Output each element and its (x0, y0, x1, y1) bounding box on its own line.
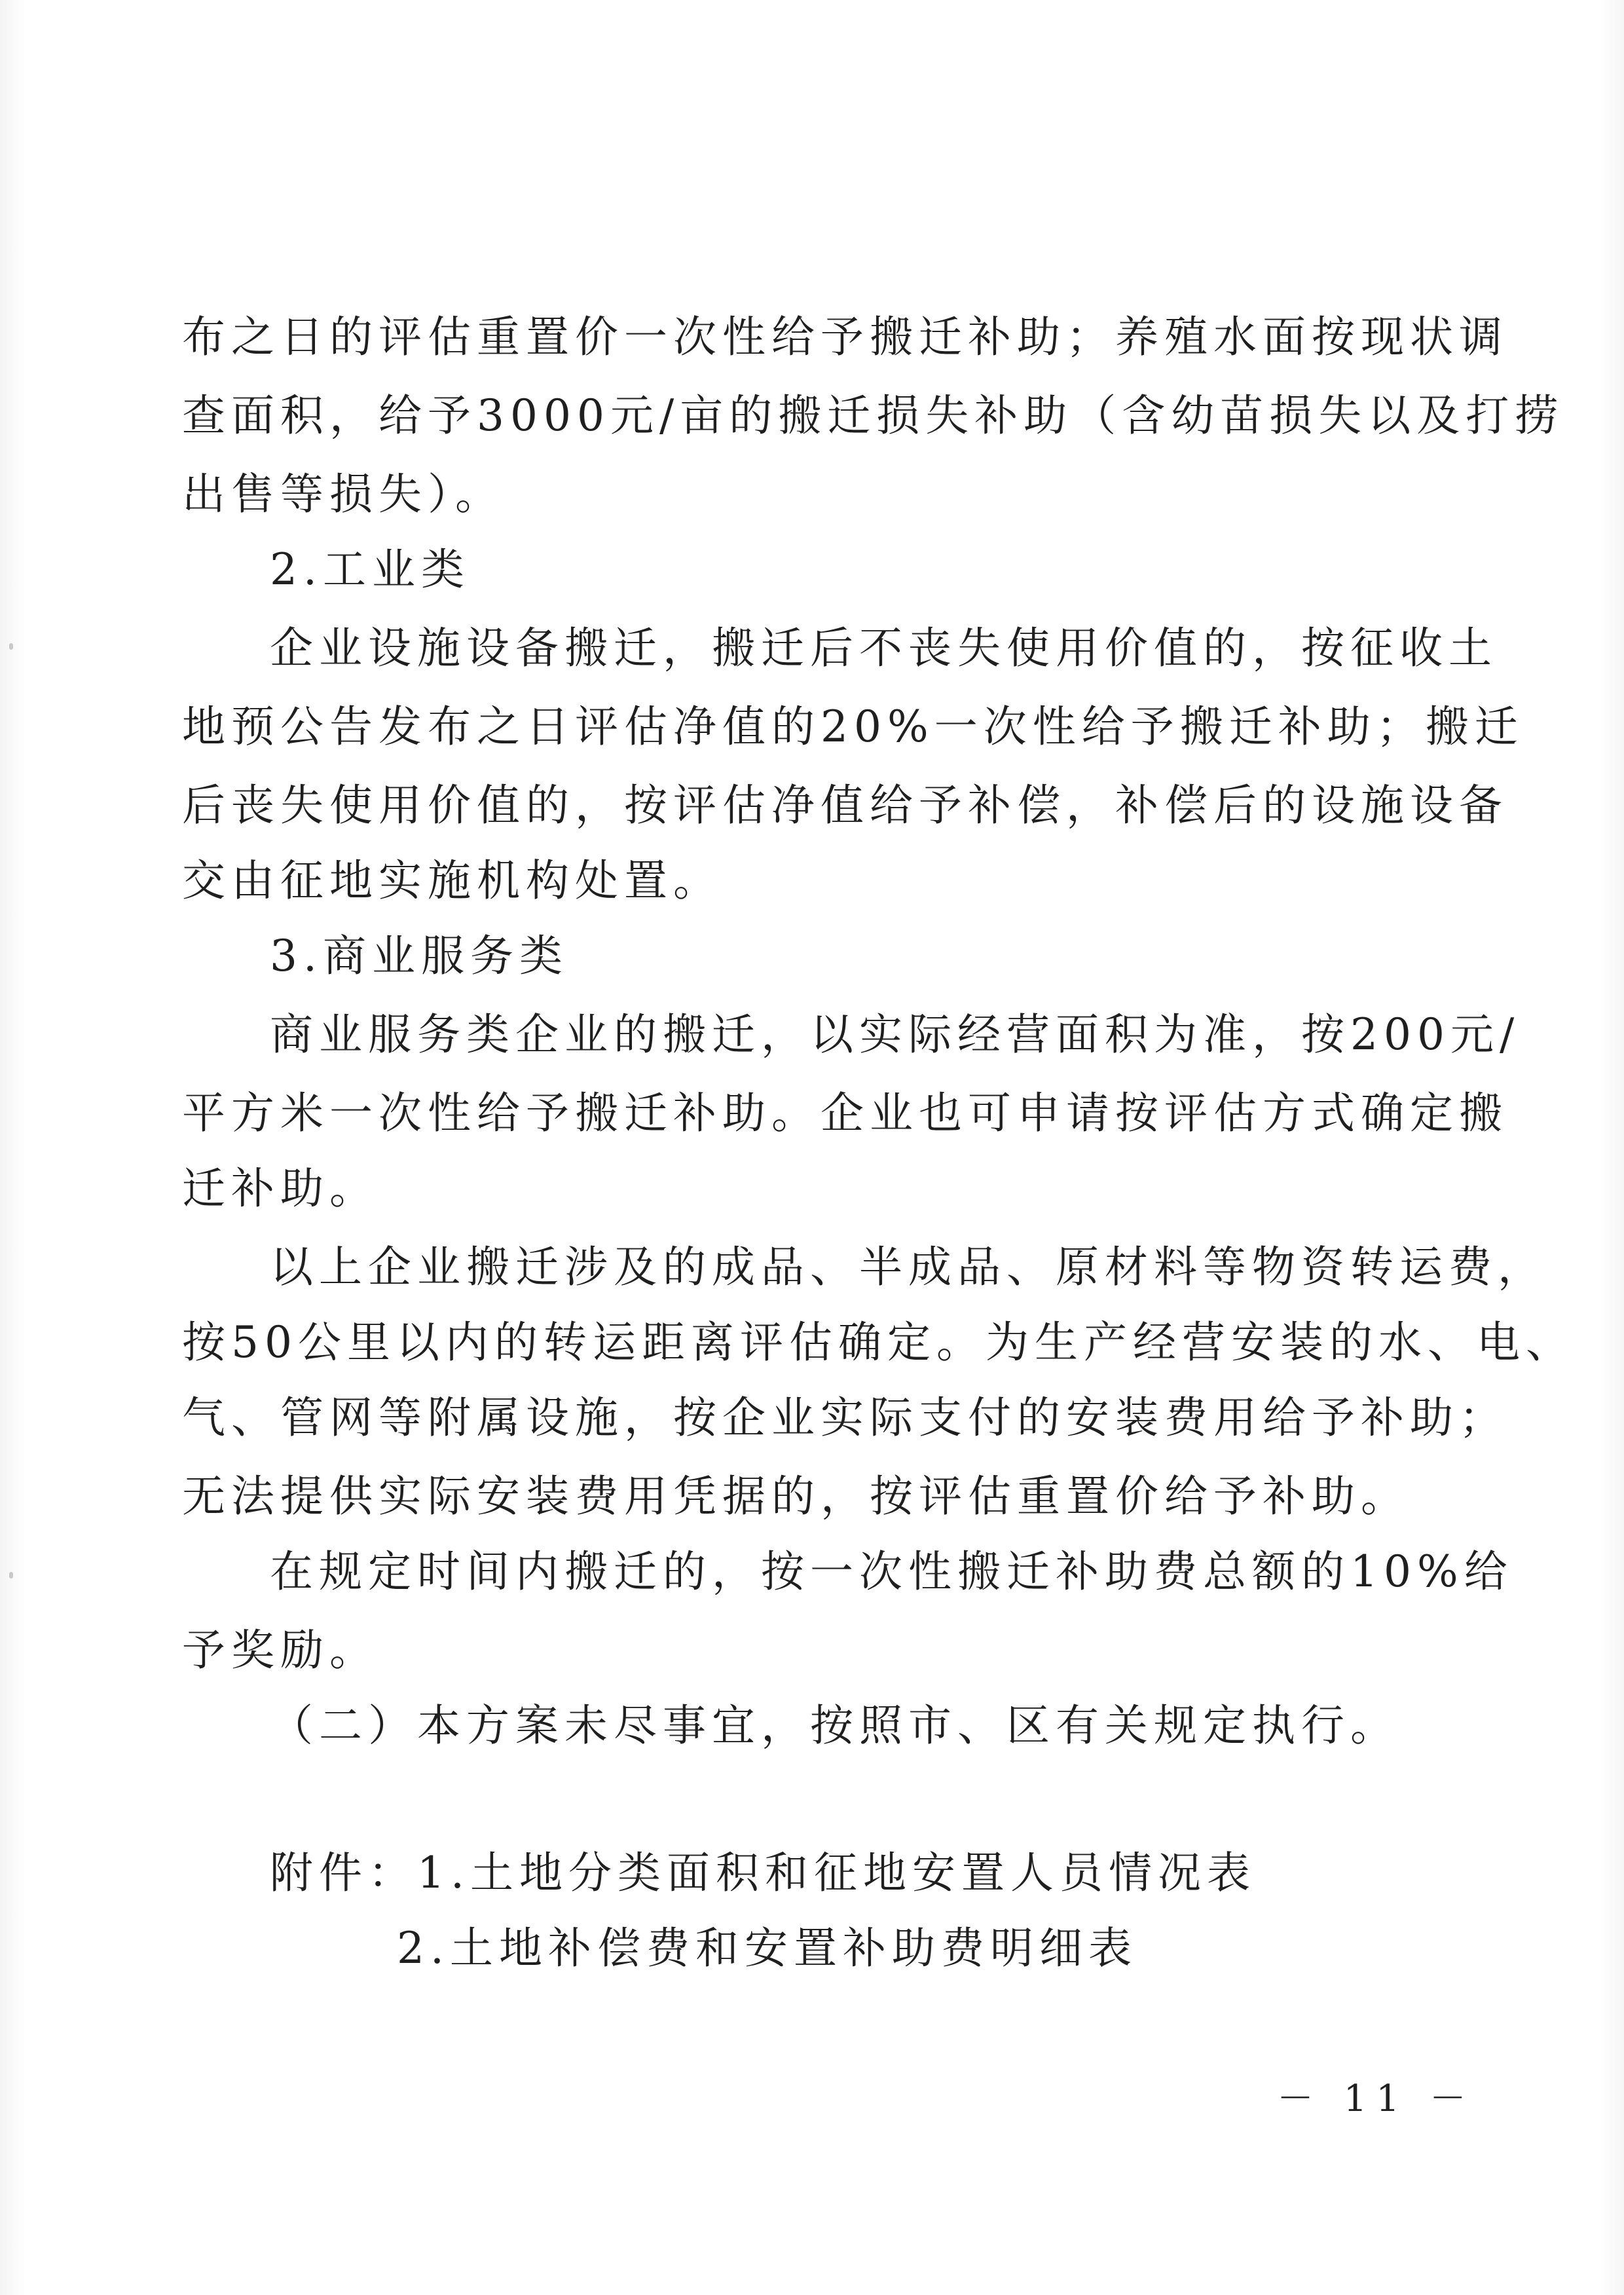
body-line: 企业设施设备搬迁，搬迁后不丧失使用价值的，按征收土 (270, 623, 1498, 673)
body-line: 布之日的评估重置价一次性给予搬迁补助；养殖水面按现状调 (182, 312, 1508, 362)
body-line: 地预公告发布之日评估净值的20%一次性给予搬迁补助；搬迁 (182, 701, 1524, 752)
body-line: 商业服务类企业的搬迁，以实际经营面积为准，按200元/ (270, 1009, 1521, 1060)
body-line: 平方米一次性给予搬迁补助。企业也可申请按评估方式确定搬 (182, 1088, 1508, 1138)
body-line: 以上企业搬迁涉及的成品、半成品、原材料等物资转运费， (270, 1242, 1547, 1292)
attachment-line: 附件：1.土地分类面积和征地安置人员情况表 (270, 1848, 1256, 1898)
attachment-line: 2.土地补偿费和安置补助费明细表 (397, 1923, 1137, 1973)
section-heading: 2.工业类 (270, 544, 470, 595)
body-line: 出售等损失）。 (182, 469, 504, 519)
body-line: （二）本方案未尽事宜，按照市、区有关规定执行。 (270, 1700, 1399, 1751)
body-line: 按50公里以内的转运距离评估确定。为生产经营安装的水、电、 (182, 1317, 1575, 1368)
body-line: 查面积，给予3000元/亩的搬迁损失补助（含幼苗损失以及打捞 (182, 390, 1564, 441)
scan-mark (9, 643, 13, 650)
scan-mark (9, 1572, 13, 1578)
body-line: 迁补助。 (182, 1163, 378, 1214)
body-line: 予奖励。 (182, 1625, 378, 1675)
body-line: 在规定时间内搬迁的，按一次性搬迁补助费总额的10%给 (270, 1546, 1513, 1597)
body-line: 无法提供实际安装费用凭据的，按评估重置价给予补助。 (182, 1471, 1410, 1521)
page-number: － 11 － (1277, 2078, 1475, 2120)
body-line: 交由征地实施机构处置。 (182, 855, 722, 906)
body-line: 气、管网等附属设施，按企业实际支付的安装费用给予补助； (182, 1392, 1508, 1443)
body-line: 后丧失使用价值的，按评估净值给予补偿，补偿后的设施设备 (182, 780, 1508, 830)
section-heading: 3.商业服务类 (270, 931, 568, 981)
